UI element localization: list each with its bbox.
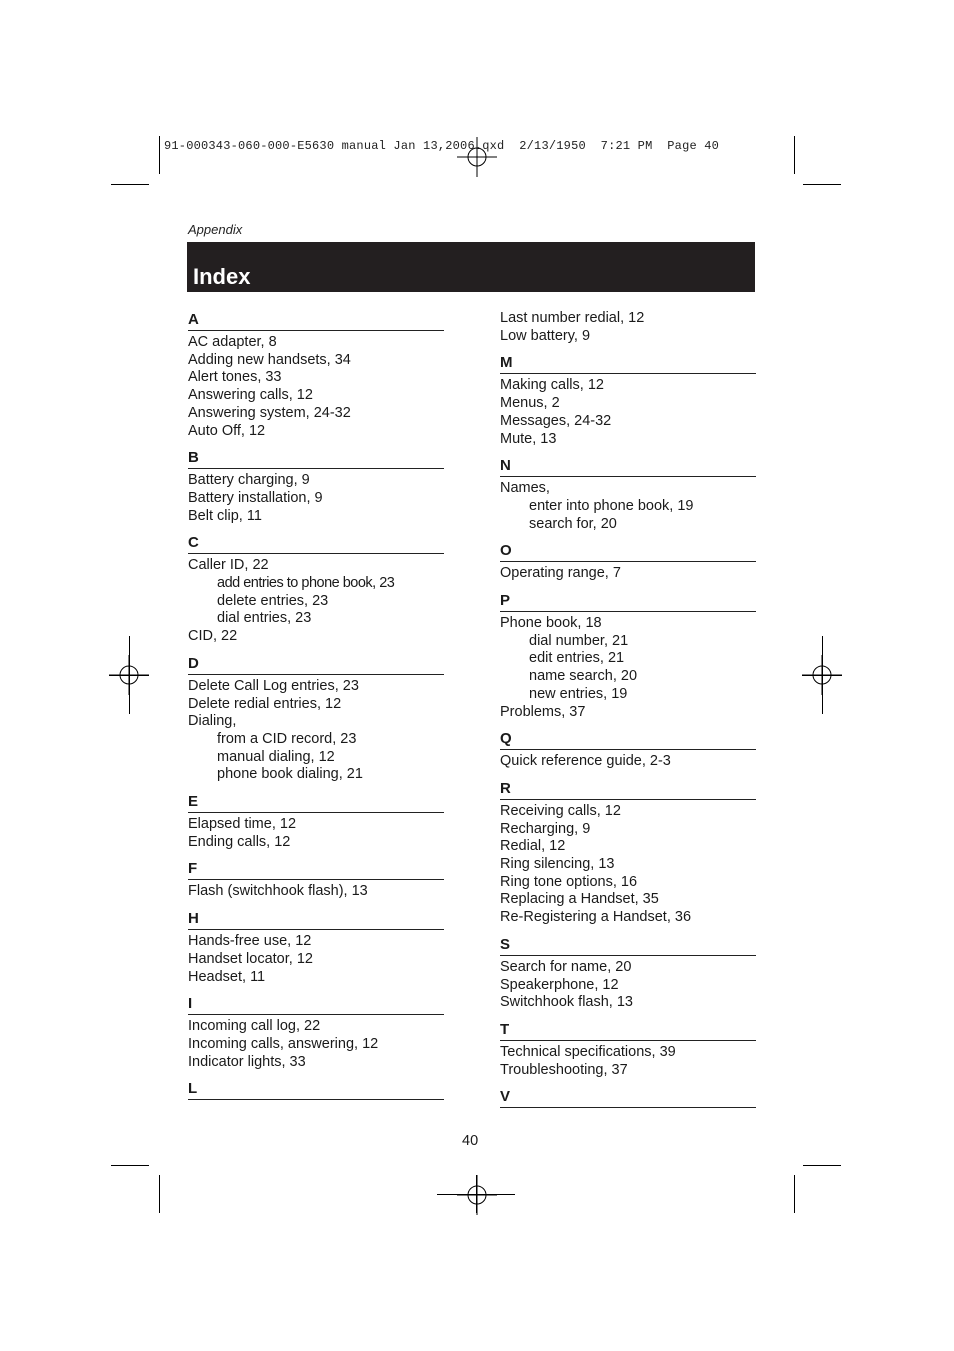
- index-left-column: [188, 310, 444, 1108]
- crop-mark: [803, 1165, 841, 1166]
- index-section: [500, 353, 756, 448]
- index-entry: Names,: [500, 480, 550, 497]
- index-entry: Flash (switchhook flash), 13: [188, 883, 368, 900]
- crop-mark: [159, 136, 160, 174]
- section-letter: L: [188, 1079, 444, 1100]
- crop-mark: [822, 636, 823, 714]
- crop-mark: [111, 1165, 149, 1166]
- index-entry: Phone book, 18: [500, 615, 602, 632]
- index-subentry: phone book dialing, 21: [217, 766, 363, 783]
- index-subentry: enter into phone book, 19: [529, 497, 694, 514]
- index-section: [188, 909, 444, 986]
- section-letter: R: [500, 779, 756, 800]
- index-entry: Delete Call Log entries, 23: [188, 677, 359, 694]
- page-number: 40: [462, 1133, 479, 1149]
- index-entry: AC adapter, 8: [188, 334, 277, 350]
- index-subentry: name search, 20: [529, 668, 638, 685]
- index-section: [188, 448, 444, 525]
- index-entry: Belt clip, 11: [188, 507, 262, 524]
- index-section: [500, 779, 756, 927]
- index-entry: Making calls, 12: [500, 377, 604, 394]
- index-entry: Switchhook flash, 13: [500, 994, 633, 1011]
- index-entry: Redial, 12: [500, 838, 566, 855]
- index-lead-entries: [500, 310, 756, 345]
- index-subentry: from a CID record, 23: [217, 730, 357, 747]
- section-letter: I: [188, 994, 444, 1015]
- index-entry: CID, 22: [188, 628, 238, 645]
- index-section: [188, 310, 444, 440]
- index-entry: Adding new handsets, 34: [188, 351, 351, 368]
- section-letter: E: [188, 792, 444, 813]
- index-entry: Recharging, 9: [500, 820, 591, 837]
- crop-mark: [794, 1175, 795, 1213]
- index-section: [500, 541, 756, 583]
- index-entry: Messages, 24-32: [500, 412, 612, 429]
- section-letter: P: [500, 591, 756, 612]
- section-letter: A: [188, 310, 444, 331]
- index-section: [500, 729, 756, 771]
- index-entry: Indicator lights, 33: [188, 1053, 306, 1070]
- index-entry: Quick reference guide, 2-3: [500, 753, 671, 770]
- section-letter: O: [500, 541, 756, 562]
- index-entry: Alert tones, 33: [188, 369, 282, 386]
- index-subentry: search for, 20: [529, 515, 617, 532]
- index-subentry: dial entries, 23: [217, 610, 312, 627]
- section-letter: D: [188, 654, 444, 675]
- index-section: [500, 1020, 756, 1079]
- index-entry: Hands-free use, 12: [188, 933, 312, 950]
- registration-mark-icon: [457, 1175, 497, 1215]
- section-letter: T: [500, 1020, 756, 1041]
- index-entry: Re-Registering a Handset, 36: [500, 909, 692, 926]
- page-title: Index: [193, 264, 251, 289]
- index-subentry: edit entries, 21: [529, 650, 625, 667]
- index-entry: Answering system, 24-32: [188, 404, 351, 421]
- index-entry: Elapsed time, 12: [188, 816, 297, 833]
- title-bar: [187, 242, 755, 292]
- index-section: [188, 1079, 444, 1100]
- index-section: [188, 533, 444, 646]
- index-entry: Mute, 13: [500, 430, 557, 447]
- index-entry: Ending calls, 12: [188, 833, 291, 850]
- section-letter: C: [188, 533, 444, 554]
- section-letter: V: [500, 1087, 756, 1108]
- index-section: [500, 591, 756, 721]
- index-subentry: dial number, 21: [529, 632, 629, 649]
- index-entry: Battery charging, 9: [188, 472, 310, 489]
- crop-mark: [111, 184, 149, 185]
- section-label: Appendix: [188, 222, 243, 237]
- index-entry: Search for name, 20: [500, 958, 632, 975]
- section-letter: H: [188, 909, 444, 930]
- section-letter: S: [500, 935, 756, 956]
- crop-mark: [129, 636, 130, 714]
- index-entry: Dialing,: [188, 713, 237, 730]
- crop-mark: [794, 136, 795, 174]
- index-entry: Headset, 11: [188, 968, 266, 985]
- index-entry: Low battery, 9: [500, 327, 591, 344]
- section-letter: M: [500, 353, 756, 374]
- index-entry: Speakerphone, 12: [500, 976, 619, 993]
- index-entry: Caller ID, 22: [188, 557, 269, 574]
- print-slug: 91-000343-060-000-E5630 manual Jan 13,2006.qxd 2/13/1950 7:21 PM Page 40: [164, 139, 720, 153]
- index-right-column: [500, 310, 756, 1116]
- index-entry: Delete redial entries, 12: [188, 695, 342, 712]
- index-entry: Auto Off, 12: [188, 422, 266, 439]
- index-section: [500, 456, 756, 533]
- index-entry: Last number redial, 12: [500, 310, 645, 326]
- index-entry: Ring silencing, 13: [500, 856, 615, 873]
- index-section: [500, 935, 756, 1012]
- index-entry: Receiving calls, 12: [500, 802, 621, 819]
- index-subentry: delete entries, 23: [217, 592, 329, 609]
- index-subentry: new entries, 19: [529, 685, 628, 702]
- index-subentry: manual dialing, 12: [217, 748, 335, 765]
- index-entry: Operating range, 7: [500, 565, 621, 582]
- crop-mark: [803, 184, 841, 185]
- section-letter: Q: [500, 729, 756, 750]
- section-letter: N: [500, 456, 756, 477]
- registration-mark-icon: [457, 137, 497, 177]
- index-section: [188, 859, 444, 901]
- index-entry: Incoming call log, 22: [188, 1018, 321, 1035]
- index-entry: Handset locator, 12: [188, 950, 313, 967]
- index-entry: Menus, 2: [500, 395, 560, 412]
- section-letter: F: [188, 859, 444, 880]
- crop-mark: [159, 1175, 160, 1213]
- index-entry: Answering calls, 12: [188, 387, 313, 404]
- section-letter: B: [188, 448, 444, 469]
- index-section: [188, 654, 444, 784]
- index-entry: Troubleshooting, 37: [500, 1061, 628, 1078]
- index-entry: Incoming calls, answering, 12: [188, 1035, 379, 1052]
- index-entry: Ring tone options, 16: [500, 873, 638, 890]
- crop-mark: [476, 1175, 477, 1213]
- index-subentry: add entries to phone book, 23: [217, 575, 395, 592]
- index-entry: Battery installation, 9: [188, 489, 323, 506]
- index-entry: Problems, 37: [500, 703, 586, 720]
- index-entry: Technical specifications, 39: [500, 1043, 676, 1060]
- index-section: [188, 792, 444, 851]
- index-section: [500, 1087, 756, 1108]
- index-entry: Replacing a Handset, 35: [500, 891, 659, 908]
- index-section: [188, 994, 444, 1071]
